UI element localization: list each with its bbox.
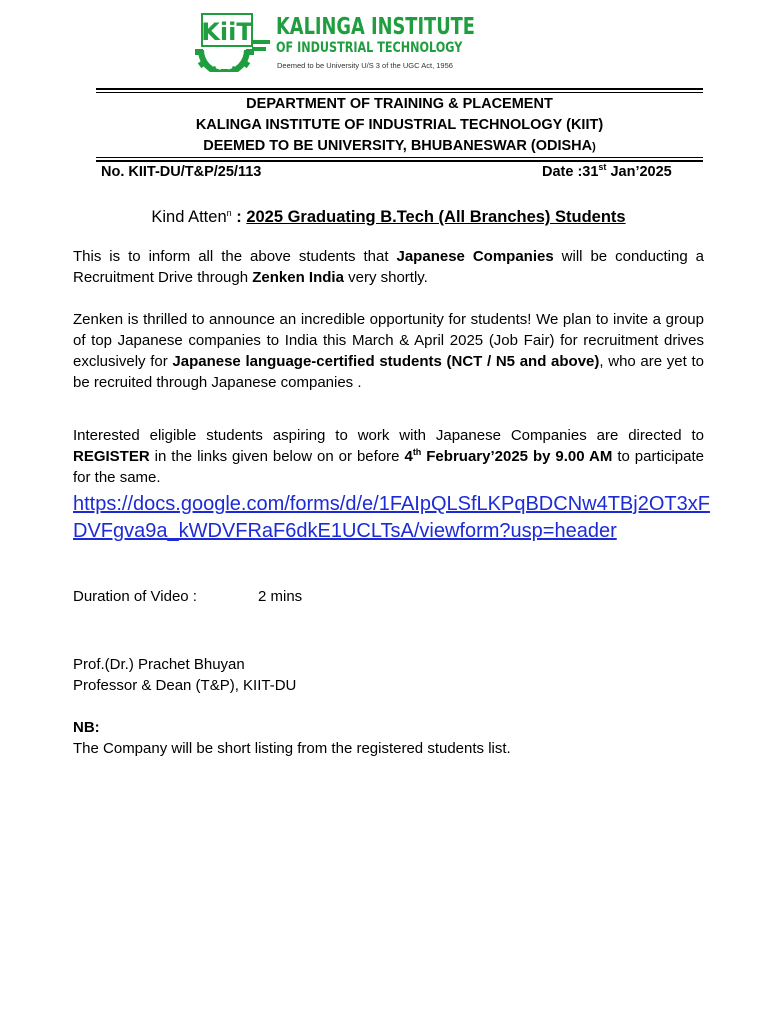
- header-department: DEPARTMENT OF TRAINING & PLACEMENT: [246, 96, 553, 112]
- header-rule-bottom-thin: [96, 157, 703, 158]
- signatory-name: Prof.(Dr.) Prachet Bhuyan: [73, 656, 245, 673]
- kiit-gear-icon: [190, 12, 274, 72]
- signatory-title: Professor & Dean (T&P), KIIT-DU: [73, 677, 297, 694]
- kiit-logo: [190, 12, 490, 74]
- video-duration-label: Duration of Video :: [73, 588, 197, 605]
- svg-text:KiiT: KiiT: [201, 18, 253, 46]
- header-university: DEEMED TO BE UNIVERSITY, BHUBANESWAR (ODISHA): [203, 138, 596, 154]
- header-institute: KALINGA INSTITUTE OF INDUSTRIAL TECHNOLOGY (KIIT): [195, 117, 604, 133]
- registration-form-link[interactable]: https://docs.google.com/forms/d/e/1FAIpQLSfLKPqBDCNw4TBj2OT3xFDVFgva9a_kWDVFRaF6dkE1UCLTsA/viewform?usp=header: [73, 493, 710, 542]
- nb-text: The Company will be short listing from the registered students list.: [73, 740, 511, 757]
- header-rule-top-thick: [96, 88, 703, 90]
- header-rule-top-thin: [96, 92, 703, 93]
- logo-title-line2: OF INDUSTRIAL TECHNOLOGY: [276, 40, 463, 56]
- reference-number: No. KIIT-DU/T&P/25/113: [101, 164, 262, 180]
- header-rule-bottom-thick: [96, 160, 703, 162]
- logo-tagline: Deemed to be University U/S 3 of the UGC Act, 1956: [277, 61, 453, 70]
- subject-text: 2025 Graduating B.Tech (All Branches) Students: [246, 208, 626, 226]
- nb-label: NB:: [73, 719, 100, 736]
- letter-date: Date :31st Jan’2025: [542, 162, 672, 180]
- logo-title-line1: KALINGA INSTITUTE: [276, 14, 475, 40]
- paragraph-opportunity: Zenken is thrilled to announce an incredible opportunity for students! We plan to invite a group of top Japanese companies to India this March & April 2025 (Job Fair) for recruitment drives exclusively for Japanese language-certified students (NCT / N5 and above), who are yet to be recruited through Japanese companies .: [73, 311, 704, 391]
- paragraph-intro: This is to inform all the above students that Japanese Companies will be conducting a Recruitment Drive through Zenken India very shortly.: [73, 248, 704, 286]
- subject-line: Kind Atten$^n$ : 2025 Graduating B.Tech (All Branches) Students: [151, 208, 626, 226]
- paragraph-registration: Interested eligible students aspiring to work with Japanese Companies are directed to REGISTER in the links given below on or before 4th February’2025 by 9.00 AM to participate for the same.: [73, 427, 704, 486]
- video-duration-value: 2 mins: [258, 588, 303, 605]
